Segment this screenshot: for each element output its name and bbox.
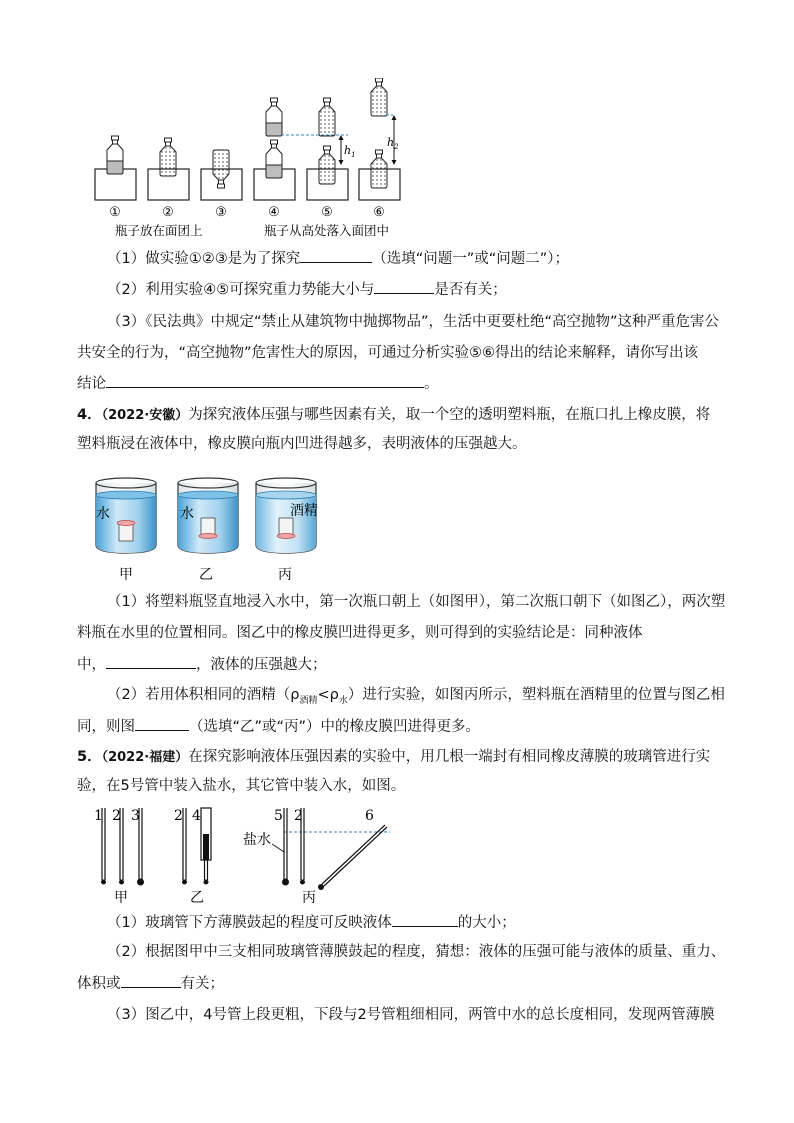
tube-jia-2: [119, 808, 124, 885]
h1-label: $h_1$: [344, 144, 356, 159]
h2-label: $h_2$: [387, 136, 399, 151]
fig1-label-6: ⑥: [373, 205, 385, 220]
q5-stem-line2: 验，在5号管中装入盐水，其它管中装入水，如图。: [77, 778, 406, 794]
beaker-caption-yi: 乙: [199, 567, 213, 583]
q3-part1: （1）做实验①②③是为了探究 （选填“问题一”或“问题二”）；: [107, 248, 569, 269]
bottle-on-dough-2: [160, 138, 176, 176]
q5-stem-line1: 5．（2022·福建）在探究影响液体压强因素的实验中，用几根一端封有相同橡皮薄膜的玻璃管进行实: [77, 749, 711, 765]
tube-caption-jia: 甲: [114, 890, 128, 906]
q3-part3-line1: （3）《民法典》中规定“禁止从建筑物中抛掷物品”，生活中更要杜绝“高空抛物”这种严重危害公: [107, 314, 720, 330]
tube-num-yi-2: 2: [174, 808, 183, 824]
q4-answer-blank-2[interactable]: [135, 716, 189, 731]
tube-num-jia-3: 3: [131, 808, 140, 824]
q4-part2-line2: 同，则图 （选填“乙”或“丙”）中的橡皮膜凹进得更多。: [77, 716, 480, 737]
fig1-label-2: ②: [162, 205, 174, 220]
q4-part1-line1: （1）将塑料瓶竖直地浸入水中，第一次瓶口朝上（如图甲），第二次瓶口朝下（如图乙），两次塑: [107, 594, 726, 610]
glass-tube-figure: [88, 802, 398, 908]
fig1-caption-right: 瓶子从高处落入面团中: [264, 223, 390, 238]
fig1-label-4: ④: [268, 205, 280, 220]
fig1-label-3: ③: [215, 205, 227, 220]
q5-answer-blank-1[interactable]: [392, 912, 458, 927]
q3-part3-line2: 共安全的行为，“高空抛物”危害性大的原因，可通过分析实验⑤⑥得出的结论来解释，请你写出该: [77, 345, 699, 361]
q3-part2: （2）利用实验④⑤可探究重力势能大小与 是否有关；: [107, 279, 507, 300]
q5-answer-blank-2[interactable]: [121, 973, 181, 988]
tube-num-bing-2: 2: [294, 808, 303, 824]
tube-jia-1: [101, 808, 106, 885]
q4-source: （2022·安徽）: [101, 408, 189, 423]
bottle-high-5: [319, 98, 335, 136]
tube-caption-yi: 乙: [190, 890, 204, 906]
beaker-caption-bing: 丙: [278, 567, 292, 583]
q3-part3-line3: 结论 。: [77, 373, 439, 394]
fig1-label-5: ⑤: [321, 205, 333, 220]
q4-number: 4．: [77, 407, 102, 423]
q5-part1: （1）玻璃管下方薄膜鼓起的程度可反映液体 的大小；: [107, 912, 516, 933]
q5-source: （2022·福建）: [101, 750, 189, 765]
bottle-high-4: [266, 98, 282, 136]
liquid-label-jia: 水: [96, 506, 110, 522]
q4-part1-line2: 料瓶在水里的位置相同。图乙中的橡皮膜凹进得更多，则可得到的实验结论是：同种液体: [77, 625, 643, 641]
tube-caption-bing: 丙: [302, 890, 316, 906]
q3-answer-blank-3[interactable]: [106, 373, 424, 388]
q4-part2-line1: （2）若用体积相同的酒精$(\rho_{酒精}<\rho_水)$进行实验，如图丙所示，塑料瓶在酒精里的位置与图乙相: [107, 687, 725, 706]
tube-bing-6: [318, 825, 387, 890]
q4-stem-line2: 塑料瓶浸在液体中，橡皮膜向瓶内凹进得越多，表明液体的压强越大。: [77, 436, 527, 452]
liquid-label-yi: 水: [180, 506, 194, 522]
q3-answer-blank-2[interactable]: [374, 279, 434, 294]
q5-part2-line2: 体积或 有关；: [77, 973, 224, 994]
bottle-on-dough-1: [107, 136, 123, 174]
q5-part3-line1: （3）图乙中，4号管上段更粗，下段与2号管粗细相同，两管中水的总长度相同，发现两管薄膜: [107, 1007, 715, 1023]
tube-num-jia-1: 1: [94, 808, 103, 824]
q5-part2-line1: （2）根据图甲中三支相同玻璃管薄膜鼓起的程度，猜想：液体的压强可能与液体的质量、重力、: [107, 944, 726, 960]
bottle-on-dough-4: [266, 140, 282, 178]
salt-water-label: 盐水: [243, 832, 271, 848]
liquid-label-bing: 酒精: [290, 503, 318, 519]
tube-bing-5: [282, 808, 289, 886]
q4-stem-line1: 4．（2022·安徽）为探究液体压强与哪些因素有关，取一个空的透明塑料瓶，在瓶口扎上橡皮膜，将: [77, 407, 711, 423]
bottle-on-dough-5: [319, 146, 335, 184]
fig1-label-1: ①: [109, 205, 121, 220]
tube-yi-2: [182, 808, 187, 885]
bottle-dough-figure: [90, 78, 410, 244]
tube-yi-4: [201, 808, 211, 885]
q4-part1-line3: 中， ，液体的压强越大；: [77, 654, 327, 675]
q4-answer-blank-1[interactable]: [106, 654, 196, 669]
tube-num-yi-4: 4: [192, 808, 201, 824]
tube-num-bing-6: 6: [365, 808, 374, 824]
bottle-on-dough-6: [371, 150, 387, 188]
fig1-caption-left: 瓶子放在面团上: [115, 223, 203, 238]
bottle-high-6: [371, 78, 387, 116]
tube-num-bing-5: 5: [274, 808, 283, 824]
tube-num-jia-2: 2: [112, 808, 121, 824]
q5-number: 5．: [77, 749, 102, 765]
beaker-caption-jia: 甲: [119, 567, 133, 583]
q3-answer-blank-1[interactable]: [300, 248, 372, 263]
